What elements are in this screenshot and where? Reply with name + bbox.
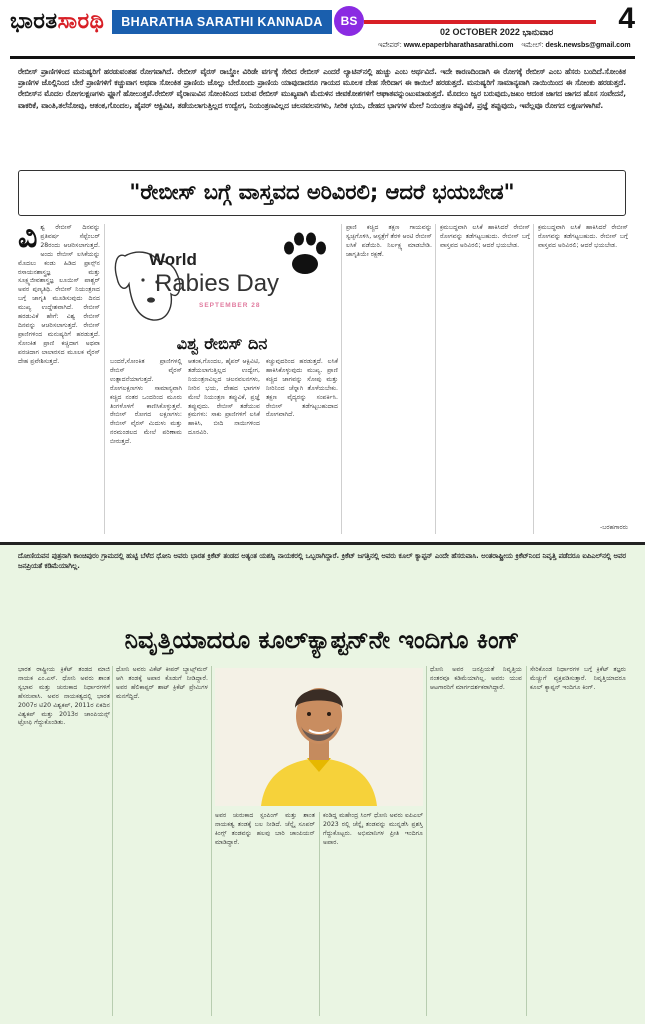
artwork-world-text: World [149, 250, 197, 269]
masthead-red-line [364, 20, 596, 24]
dhoni-column-4: ಕಂಡಿದ್ದ ಮಹೇಂದ್ರ ಸಿಂಗ್ ಧೋನಿ ಅವರು ಐಪಿಎಲ್ 2023 ರಲ್ಲಿ ಚೆನ್ನೈ ತಂಡವನ್ನು ಮುನ್ನಡೆಸಿ ಪ್ರಶಸ್ತಿ ಗೆದ್ದುಕೊಟ್ಟರು. ಅಭಿಮಾನಿಗಳ ಪ್ರೀತಿ ಇಂದಿಗೂ ಅಪಾರ. [323, 812, 423, 846]
column-divider [211, 666, 212, 1016]
rabies-intro-paragraph: ರೇಬೀಸ್ ಪ್ರಾಣಿಗಳಿಂದ ಮನುಷ್ಯರಿಗೆ ಹರಡುವಂತಹ ರೋಗವಾಗಿದೆ. ರೇಬೀಸ್ ವೈರಸ್ ರಾಬ್ಡೋ ವಿರಿಡೇ ವರ್ಗಕ್ಕೆ ಸೇರಿದ ರೇಬೀಸ್ ಎಂದರೆ ಲ್ಯಾಟಿನ್‌ನಲ್ಲಿ ಹುಚ್ಚು ಎಂಬ ಅರ್ಥವಿದೆ. ಇದೇ ಕಾರಣದಿಂದಾಗಿ ಈ ರೋಗಕ್ಕೆ ರೇಬೀಸ್ ಎಂಬ ಹೆಸರು ಬಂದಿದೆ.ಸೋಂಕಿತ ಪ್ರಾಣಿಗಳ ಜೊಲ್ಲಿನಿಂದ ಬೇರೆ ಪ್ರಾಣಿಗಳಿಗೆ ಕಚ್ಚುವಾಗ ಅಥವಾ ಸೋಂಕಿತ ಪ್ರಾಣಿಯ ಜೊಲ್ಲು ಬೇರೊಂದು ಪ್ರಾಣಿಯ ಯಾವುದಾದರೂ ಗಾಯದ ಮೂಲಕ ದೇಹ ಸೇರಿದಾಗ ಈ ಕಾಯಿಲೆ ಹರಡುತ್ತದೆ. ಮನುಷ್ಯರಿಗೆ ಸಾಮಾನ್ಯವಾಗಿ ನಾಯಿಯಿಂದ ಈ ಸೋಂಕು ಹರಡುತ್ತದೆ. ರೇಬೀಸ್‌ನ ಮೊದಲ ರೋಗಲಕ್ಷಣಗಳು ಫ್ಲೂಗೆ ಹೋಲುತ್ತವೆ.ರೇಬೀಸ್ ವೈರಾಣುವಿನ ಸೋಂಕಿನಿಂದ ಬರುವ ರೇಬೀಸ್ ಮುಖ್ಯವಾಗಿ ಮೆದುಳಿನ ಜೀವಕೋಶಗಳಿಗೆ ಆಘಾತವನ್ನುಂಟುಮಾಡುತ್ತದೆ. ಮೊದಲು ಜ್ವರ ಬರುವುದು,ಜಖಂ ಆದಂತ ಜಾಗದ ಜಾಗದ ಹೊಸ ಸಂವೇದನೆ, ವಾಕರಿಕೆ, ವಾಂತಿ,ತಲೆನೋವು, ಆತಂಕ,ಗೊಂದಲ, ಹೈಪರ್ ಆಕ್ಟಿವಿಟಿ, ತಡೆಯಲಾಗುತ್ತಿಲ್ಲದ ಉದ್ವೇಗ, ನಿಯಂತ್ರಣವಿಲ್ಲದ ಚಲನವಲನಗಳು, ಸೀರಿಕ ಭಯ, ದೇಹದ ಭಾಗಗಳ ಮೇಲೆ ನಿಯಂತ್ರಣ ತಪ್ಪುವಿಕೆ, ಪ್ರಜ್ಞೆ ತಪ್ಪುವುದು, ಇವೆಲ್ಲವೂ ರೋಗದ ಲಕ್ಷಣಗಳಾಗಿವೆ. [18, 67, 626, 110]
dhoni-photo [215, 668, 423, 806]
column-divider [533, 224, 534, 534]
rabies-column-3: ಆತಂಕ,ಗೊಂದಲ, ಹೈಪರ್ ಆಕ್ಟಿವಿಟಿ, ತಡೆಯಲಾಗುತ್ತಿಲ್ಲದ ಉದ್ವೇಗ, ನಿಯಂತ್ರಣವಿಲ್ಲದ ಚಲನವಲನಗಳು, ನೀರಿನ ಭಯ, ದೇಹದ ಭಾಗಗಳ ಮೇಲೆ ನಿಯಂತ್ರಣ ತಪ್ಪುವಿಕೆ, ಪ್ರಜ್ಞೆ ತಪ್ಪುವುದು. ರೇಬೀಸ್ ತಡೆಯುವ ಕ್ರಮಗಳು: ಸಾಕು ಪ್ರಾಣಿಗಳಿಗೆ ಲಸಿಕೆ ಹಾಕಿಸಿ, ಬೀದಿ ನಾಯಿಗಳಿಂದ ದೂರವಿರಿ. [188, 358, 260, 437]
rabies-headline: "ರೇಬೀಸ್ ಬಗ್ಗೆ ವಾಸ್ತವದ ಅರಿವಿರಲಿ; ಆದರೆ ಭಯಬೇಡ" [18, 170, 626, 216]
rabies-column-4: ಕಚ್ಚುವುದರಿಂದ ಹರಡುತ್ತದೆ. ಲಸಿಕೆ ಹಾಕಿಸಿಕೊಳ್ಳುವುದು ಮುಖ್ಯ. ಪ್ರಾಣಿ ಕಚ್ಚಿದ ಜಾಗವನ್ನು ಸೋಪು ಮತ್ತು ನೀರಿನಿಂದ ಚೆನ್ನಾಗಿ ತೊಳೆಯಬೇಕು. ತಕ್ಷಣ ವೈದ್ಯರನ್ನು ಸಂಪರ್ಕಿಸಿ. ರೇಬೀಸ್ ತಡೆಗಟ್ಟಬಹುದಾದ ರೋಗವಾಗಿದೆ. [266, 358, 338, 419]
masthead-rule [10, 56, 635, 59]
rabies-column-7: ಕ್ರಮಬದ್ಧವಾಗಿ ಲಸಿಕೆ ಹಾಕಿಸಿದರೆ ರೇಬೀಸ್ ರೋಗವನ್ನು ತಡೆಗಟ್ಟಬಹುದು. ರೇಬೀಸ್ ಬಗ್ಗೆ ವಾಸ್ತವದ ಅರಿವಿರಲಿ; ಆದರೆ ಭಯಬೇಡ. [538, 224, 628, 249]
bs-logo-badge: BS [334, 6, 364, 36]
rabies-column-6: ಕ್ರಮಬದ್ಧವಾಗಿ ಲಸಿಕೆ ಹಾಕಿಸಿದರೆ ರೇಬೀಸ್ ರೋಗವನ್ನು ತಡೆಗಟ್ಟಬಹುದು. ರೇಬೀಸ್ ಬಗ್ಗೆ ವಾಸ್ತವದ ಅರಿವಿರಲಿ; ಆದರೆ ಭಯಬೇಡ. [440, 224, 530, 249]
world-rabies-day-artwork [107, 222, 337, 334]
newspaper-logo [10, 8, 104, 34]
column-divider [319, 812, 320, 1016]
epaper-label: ಇಪೇಪರ್: [378, 42, 402, 49]
rabies-column-1 [18, 224, 100, 534]
dhoni-headline: ನಿವೃತ್ತಿಯಾದರೂ ಕೂಲ್‌ಕ್ಯಾಪ್ಟನ್‌ನೇ ಇಂದಿಗೂ ಕಿಂಗ್ [124, 626, 520, 654]
column-divider [341, 224, 342, 534]
column-divider [426, 666, 427, 1016]
column-divider [435, 224, 436, 534]
column-divider [104, 224, 105, 534]
paw-print-icon [279, 228, 331, 280]
dhoni-column-1: ಭಾರತ ರಾಷ್ಟ್ರೀಯ ಕ್ರಿಕೆಟ್ ತಂಡದ ಮಾಜಿ ನಾಯಕ ಎಂ.ಎಸ್. ಧೋನಿ ಅವರು ಶಾಂತ ಸ್ವಭಾವ ಮತ್ತು ಚುರುಕಾದ ನಿರ್ಧಾರಗಳಿಗೆ ಹೆಸರುವಾಸಿ. ಅವರ ನಾಯಕತ್ವದಲ್ಲಿ ಭಾರತ 2007ರ ಟಿ20 ವಿಶ್ವಕಪ್, 2011ರ ಏಕದಿನ ವಿಶ್ವಕಪ್ ಮತ್ತು 2013ರ ಚಾಂಪಿಯನ್ಸ್ ಟ್ರೋಫಿ ಗೆದ್ದುಕೊಂಡಿತು. [18, 666, 110, 727]
column-divider [112, 666, 113, 1016]
dhoni-column-3: ಅವರ ಚುರುಕಾದ ಸ್ಟಂಪಿಂಗ್ ಮತ್ತು ಶಾಂತ ನಾಯಕತ್ವ ತಂಡಕ್ಕೆ ಬಲ ನೀಡಿದೆ. ಚೆನ್ನೈ ಸೂಪರ್ ಕಿಂಗ್ಸ್ ತಂಡವನ್ನು ಹಲವು ಬಾರಿ ಚಾಂಪಿಯನ್ ಮಾಡಿದ್ದಾರೆ. [215, 812, 315, 846]
contact-line [378, 42, 631, 50]
email-link[interactable]: desk.newsbs@gmail.com [545, 42, 631, 49]
issue-date: 02 OCTOBER 2022 ಭಾನುವಾರ [440, 27, 554, 37]
dhoni-column-5: ಧೋನಿ ಅವರ ಜನಪ್ರಿಯತೆ ನಿವೃತ್ತಿಯ ನಂತರವೂ ಕಡಿಮೆಯಾಗಿಲ್ಲ. ಅವರು ಯುವ ಆಟಗಾರರಿಗೆ ಮಾರ್ಗದರ್ಶಕರಾಗಿದ್ದಾರೆ. [430, 666, 522, 691]
artwork-title: Rabies Day [155, 270, 280, 297]
dhoni-column-2: ಧೋನಿ ಅವರು ವಿಕೆಟ್ ಕೀಪರ್ ಬ್ಯಾಟ್ಸ್‌ಮನ್ ಆಗಿ ತಂಡಕ್ಕೆ ಅಪಾರ ಕೊಡುಗೆ ನೀಡಿದ್ದಾರೆ. ಅವರ ಹೆಲಿಕಾಪ್ಟರ್ ಶಾಟ್ ಕ್ರಿಕೆಟ್ ಪ್ರೇಮಿಗಳ ಮನಗೆದ್ದಿದೆ. [116, 666, 208, 700]
column-divider [526, 666, 527, 1016]
artwork-caption: ವಿಶ್ವ ರೇಬಿಸ್ ದಿನ [176, 334, 268, 353]
dhoni-portrait-image [215, 668, 423, 806]
rabies-column-1-text: ಶ್ವ ರೇಬೀಸ್ ದಿನವನ್ನು ಪ್ರತಿವರ್ಷ ಸೆಪ್ಟೆಂಬರ್ 28ರಂದು ಆಚರಿಸಲಾಗುತ್ತದೆ. ಅಂದು ರೇಬೀಸ್ ಲಸಿಕೆಯನ್ನು ಮೊದಲು ಕಂಡು ಹಿಡಿದ ಫ್ರಾನ್ಸ್‌ನ ರಸಾಯನಶಾಸ್ತ್ರಜ್ಞ ಮತ್ತು ಸೂಕ್ಷ್ಮಜೀವಶಾಸ್ತ್ರಜ್ಞ ಲೂಯಿಸ್ ಪಾಶ್ಚರ್ ಅವರ ಪುಣ್ಯತಿಥಿ. ರೇಬೀಸ್ ನಿಯಂತ್ರಣದ ಬಗ್ಗೆ ಜಾಗೃತಿ ಮೂಡಿಸುವುದು ದಿನದ ಮುಖ್ಯ ಉದ್ದೇಶವಾಗಿದೆ. ರೇಬೀಸ್ ಹರಡುವಿಕೆ ಹೇಗೆ: ವಿಶ್ವ ರೇಬೀಸ್ ದಿನವನ್ನು ಆಚರಿಸಲಾಗುತ್ತದೆ. ರೇಬೀಸ್ ಪ್ರಾಣಿಗಳಿಂದ ಮನುಷ್ಯರಿಗೆ ಹರಡುತ್ತದೆ. ಸೋಂಕಿತ ಪ್ರಾಣಿ ಕಚ್ಚಿದಾಗ ಅಥವಾ ಪರಚಿದಾಗ ಲಾಲಾರಸದ ಮೂಲಕ ವೈರಸ್ ದೇಹ ಪ್ರವೇಶಿಸುತ್ತದೆ. [18, 224, 100, 365]
rabies-column-5: ಪ್ರಾಣಿ ಕಚ್ಚಿದ ತಕ್ಷಣ ಗಾಯವನ್ನು ಸ್ವಚ್ಛಗೊಳಿಸಿ, ಆಸ್ಪತ್ರೆಗೆ ತೆರಳಿ ಆಂಟಿ ರೇಬೀಸ್ ಲಸಿಕೆ ಪಡೆಯಿರಿ. ನಿರ್ಲಕ್ಷ್ಯ ಮಾಡಬೇಡಿ. ಜಾಗೃತಿಯೇ ರಕ್ಷಣೆ. [346, 224, 432, 258]
rabies-column-2: ಬಂದರೆ,ಸೋಂಕಿತ ಪ್ರಾಣಿಗಳಲ್ಲಿ ರೇಬಿಸ್ ವೈರಸ್ ಉತ್ಪಾದನೆಯಾಗುತ್ತದೆ. ರೋಗಲಕ್ಷಣಗಳು ಸಾಮಾನ್ಯವಾಗಿ ಕಚ್ಚಿದ ನಂತರ ಒಂದರಿಂದ ಮೂರು ತಿಂಗಳೊಳಗೆ ಕಾಣಿಸಿಕೊಳ್ಳುತ್ತವೆ. ರೇಬೀಸ್ ರೋಗದ ಲಕ್ಷಣಗಳು: ರೇಬೀಸ್ ವೈರಸ್ ಮಿದುಳು ಮತ್ತು ನರಮಂಡಲದ ಮೇಲೆ ಪರಿಣಾಮ ಬೀರುತ್ತದೆ. [110, 358, 182, 446]
logo-part2: ಸಾರಥಿ [57, 8, 105, 34]
email-label: ಇಮೇಲ್: [521, 42, 544, 49]
page-number: 4 [618, 2, 635, 35]
epaper-url-link[interactable]: www.epaperbharathasarathi.com [403, 42, 514, 49]
masthead-band: BHARATHA SARATHI KANNADA DAILY [112, 10, 332, 34]
drop-cap: ವಿ [18, 224, 38, 255]
artwork-date: SEPTEMBER 28 [199, 302, 261, 309]
dhoni-intro-paragraph: ದೋಣಿಯವನ ಪುತ್ರನಾಗಿ ಕಾಂಚಿಪುರಂ ಗ್ರಾಮದಲ್ಲಿ ಹುಟ್ಟಿ ಬೆಳೆದ ಧೋನಿ ಅವರು ಭಾರತ ಕ್ರಿಕೆಟ್ ತಂಡದ ಅತ್ಯಂತ ಯಶಸ್ವಿ ನಾಯಕರಲ್ಲಿ ಒಬ್ಬರಾಗಿದ್ದಾರೆ. ಕ್ರಿಕೆಟ್ ಜಗತ್ತಿನಲ್ಲಿ ಅವರು ಕೂಲ್ ಕ್ಯಾಪ್ಟನ್ ಎಂದೇ ಹೆಸರುವಾಸಿ. ಅಂತರಾಷ್ಟ್ರೀಯ ಕ್ರಿಕೆಟ್‌ನಿಂದ ನಿವೃತ್ತಿ ಪಡೆದರೂ ಐಪಿಎಲ್‌ನಲ್ಲಿ ಅವರ ಜನಪ್ರಿಯತೆ ಕಡಿಮೆಯಾಗಿಲ್ಲ. [18, 552, 626, 570]
logo-part1: ಭಾರತ [10, 8, 58, 34]
masthead [0, 0, 645, 62]
rabies-author: -ಬರಹಗಾರರು [599, 524, 628, 531]
dhoni-column-6: ಸೇರಿಕೊಂಡ ನಿರ್ಧಾರಗಳ ಬಗ್ಗೆ ಕ್ರಿಕೆಟ್ ತಜ್ಞರು ಮೆಚ್ಚುಗೆ ವ್ಯಕ್ತಪಡಿಸುತ್ತಾರೆ. ನಿವೃತ್ತಿಯಾದರೂ ಕೂಲ್ ಕ್ಯಾಪ್ಟನ್ ಇಂದಿಗೂ ಕಿಂಗ್. [530, 666, 626, 691]
